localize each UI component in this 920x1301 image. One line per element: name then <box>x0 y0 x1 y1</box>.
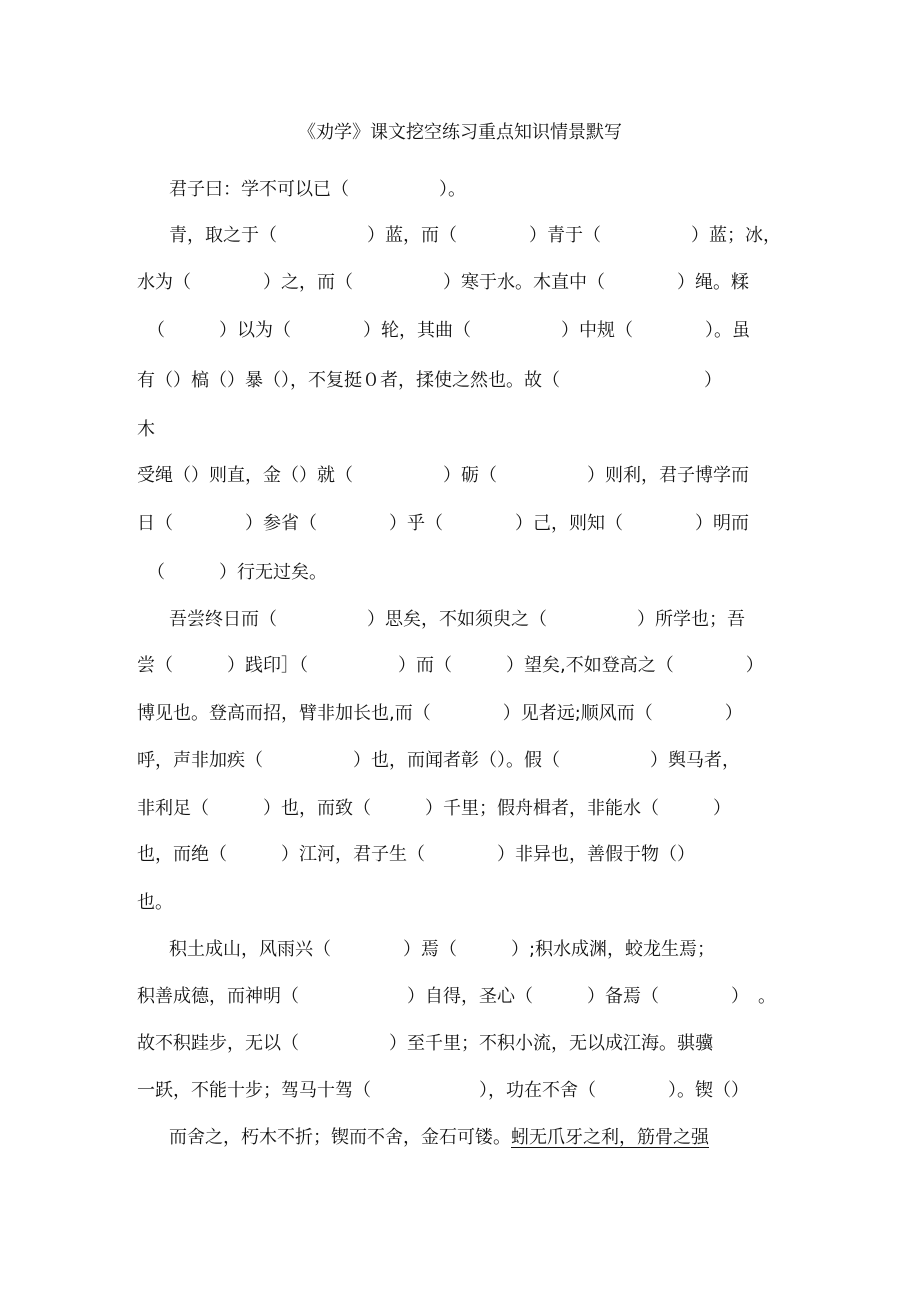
text-line-18: 积善成德，而神明（ ）自得，圣心（ ）备焉（ ） 。 <box>137 986 776 1007</box>
text-line-5: 有（）槁（）暴（），不复挺０者，揉使之然也。故（ ） <box>137 370 722 391</box>
text-line-19: 故不积跬步，无以（ ）至千里；不积小流，无以成江海。骐骥 <box>137 1033 713 1054</box>
text-line-10: 吾尝终日而（ ）思矣，不如须臾之（ ）所学也；吾 <box>169 609 745 630</box>
text-line-6: 木 <box>137 419 155 440</box>
text-line-8: 日（ ）参省（ ）乎（ ）己，则知（ ）明而 <box>137 513 749 534</box>
text-line-17: 积土成山，风雨兴（ ）焉（ ）;积水成渊，蛟龙生焉； <box>169 939 716 960</box>
underlined-phrase: 蚓无爪牙之利，筋骨之强 <box>511 1127 709 1148</box>
text-line-4: （ ）以为（ ）轮，其曲（ ）中规（ ）。虽 <box>147 320 750 341</box>
text-line-11: 尝（ ）践印］（ ）而（ ）望矣,不如登高之（ ） <box>137 655 764 676</box>
text-line-7: 受绳（）则直，金（）就（ ）砺（ ）则利，君子博学而 <box>137 465 749 486</box>
text-line-21 <box>169 1124 920 1152</box>
text-line-15: 也，而绝（ ）江河，君子生（ ）非异也，善假于物（） <box>137 844 695 865</box>
text-line-1: 君子曰：学不可以已（ ）。 <box>169 179 466 200</box>
text-line-16: 也。 <box>137 892 173 913</box>
document-title: 《劝学》课文挖空练习重点知识情景默写 <box>298 122 622 143</box>
text-line-9: （ ）行无过矣。 <box>147 562 327 583</box>
text-line-12: 博见也。登高而招，臂非加长也,而（ ）见者远;顺风而（ ） <box>137 703 743 724</box>
text-line-20: 一跃，不能十步；驾马十驾（ ），功在不舍（ ）。锲（） <box>137 1080 749 1101</box>
text-line-3: 水为（ ）之，而（ ）寒于水。木直中（ ）绳。糅 <box>137 272 749 293</box>
text-line-2: 青，取之于（ ）蓝，而（ ）青于（ ）蓝；冰， <box>169 225 781 246</box>
text-line-14: 非利足（ ）也，而致（ ）千里；假舟楫者，非能水（ ） <box>137 798 731 819</box>
text-line-21-plain: 而舍之，朽木不折；锲而不舍，金石可镂。 <box>169 1127 511 1148</box>
text-line-13: 呼，声非加疾（ ）也，而闻者彰（）。假（ ）舆马者， <box>137 750 740 771</box>
